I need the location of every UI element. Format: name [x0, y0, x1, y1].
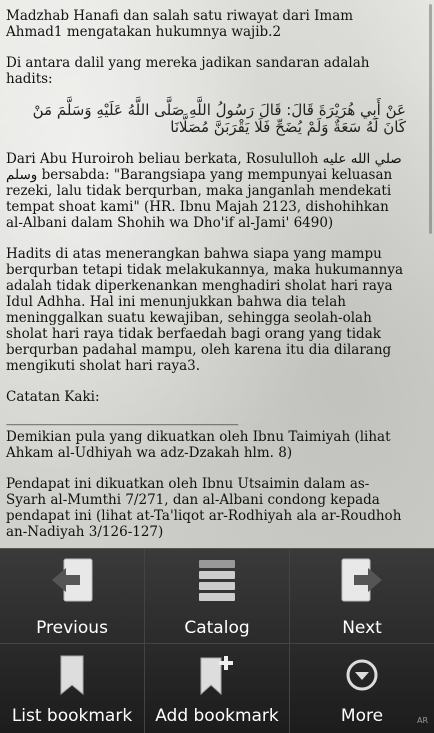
arabic-hadith: عَنْ أَبِي هُرَيْرَةَ قَالَ: قَالَ رَسُولُ اللَّهِ صَلَّى اللَّهُ عَلَيْهِ وَسَلَّمَ مَنْ كَانَ لَهُ سَعَةٌ وَلَمْ يُضَحِّ فَلَا يَقْرَبَنَّ مُصَلَّانَا: [32, 101, 406, 136]
paragraph-1: Madzhab Hanafi dan salah satu riwayat dari Imam Ahmad1 mengatakan hukumnya wajib.2: [6, 8, 354, 40]
catalog-label: Catalog: [184, 618, 250, 638]
chevron-down-circle-icon: [345, 658, 379, 692]
next-label: Next: [342, 618, 382, 638]
more-button[interactable]: [290, 644, 434, 733]
list-icon: [195, 557, 239, 603]
options-menu: [0, 548, 434, 733]
footnotes-title: Catatan Kaki:: [6, 389, 100, 405]
list-bookmark-button[interactable]: [0, 644, 144, 733]
previous-button[interactable]: [0, 549, 144, 643]
watermark-text: AR: [416, 716, 428, 725]
reader-content: [6, 8, 406, 602]
arrow-left-icon: [50, 557, 94, 603]
previous-label: Previous: [36, 618, 108, 638]
add-bookmark-label: Add bookmark: [155, 706, 279, 726]
footnotes-divider: ----------------------------------------------------------------------------------------------------------------------------------------: [6, 420, 238, 429]
catalog-button[interactable]: [145, 549, 289, 643]
footnote-2: Pendapat ini dikuatkan oleh Ibnu Utsaimin dalam as-Syarh al-Mumthi 7/271, dan al-Albani condong kepada pendapat ini (lihat at-Ta'liqot ar-Rodhiyah ala ar-Roudhoh an-Nadiyah 3/126-127): [6, 476, 402, 540]
bookmark-add-icon: [197, 652, 237, 696]
paragraph-4: Hadits di atas menerangkan bahwa siapa yang mampu berqurban tetapi tidak melakukannya, maka hukumannya adalah tidak diperkenankan menghadiri sholat hari raya Idul Adhha. Hal ini menunjukkan bahwa dia telah meninggalkan suatu kewajiban, sehingga seolah-olah sholat hari raya tidak berfaedah bagi orang yang tidak berqurban padahal mampu, oleh karena itu dia dilarang mengikuti sholat hari raya3.: [6, 246, 404, 374]
footnote-1: Demikian pula yang dikuatkan oleh Ibnu Taimiyah (lihat Ahkam al-Udhiyah wa adz-Dzakah hlm. 8): [6, 429, 391, 461]
more-label: More: [340, 706, 384, 726]
paragraph-2: Di antara dalil yang mereka jadikan sandaran adalah hadits:: [6, 55, 370, 87]
scrollbar[interactable]: [429, 4, 432, 234]
list-bookmark-label: List bookmark: [11, 706, 133, 726]
bookmark-icon: [57, 654, 87, 696]
arrow-right-icon: [340, 557, 384, 603]
next-button[interactable]: [290, 549, 434, 643]
paragraph-3: Dari Abu Huroiroh beliau berkata, Rosululloh صلي الله عليه وسلم bersabda: "Barangsiapa yang mempunyai keluasan rezeki, lalu tidak berqurban, maka janganlah mendekati tempat shoat kami" (HR. Ibnu Majah 2123, dishohihkan al-Albani dalam Shohih wa Dho'if al-Jami' 6490): [6, 151, 402, 231]
add-bookmark-button[interactable]: [145, 644, 289, 733]
